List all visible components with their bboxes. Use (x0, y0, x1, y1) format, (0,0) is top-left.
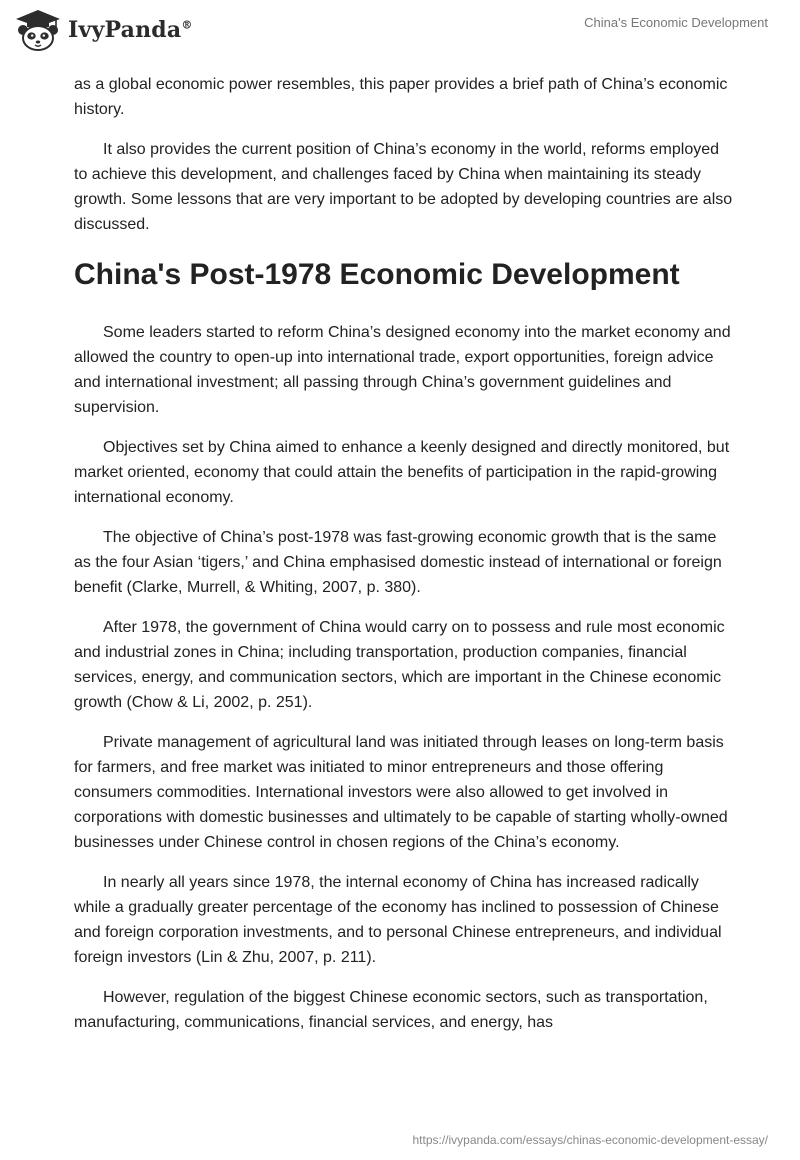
section-paragraph-1: Some leaders started to reform China’s designed economy into the market economy and allowed the country to open-up into international trade, export opportunities, foreign advice and international investment; all passing through China’s government guidelines and supervision. (74, 324, 731, 416)
brand-logo[interactable] (14, 8, 193, 52)
section-paragraph-6: In nearly all years since 1978, the internal economy of China has increased radically while a gradually greater percentage of the economy has inclined to possession of Chinese and foreign corporation investments, and to personal Chinese entrepreneurs, and individual foreign investors (Lin & Zhu, 2007, p. 211). (74, 874, 722, 966)
section-paragraph-4: After 1978, the government of China would carry on to possess and rule most economic and industrial zones in China; including transportation, production companies, financial services, energy, and communication sectors, which are important in the Chinese economic growth (Chow & Li, 2002, p. 251). (74, 619, 725, 711)
intro-paragraph-2: It also provides the current position of China’s economy in the world, reforms employed to achieve this development, and challenges faced by China when maintaining its steady growth. Some lessons that are very important to be adopted by developing countries are also discussed. (74, 141, 733, 233)
brand-name: IvyPanda® (68, 17, 193, 43)
document-title: China's Economic Development (584, 15, 768, 30)
section-paragraph-5: Private management of agricultural land was initiated through leases on long-term basis for farmers, and free market was initiated to minor entrepreneurs and those offering consumers commodities. International investors were also allowed to get involved in corporations with domestic businesses and ultimately to be capable of starting wholly-owned businesses under Chinese control in chosen regions of the China’s economy. (74, 734, 728, 851)
section-paragraph-3: The objective of China’s post-1978 was fast-growing economic growth that is the same as the four Asian ‘tigers,’ and China emphasised domestic instead of international or foreign benefit (Clarke, Murrell, & Whiting, 2007, p. 380). (74, 529, 722, 596)
panda-graduation-cap-icon (14, 8, 62, 52)
source-url-link[interactable]: https://ivypanda.com/essays/chinas-economic-development-essay/ (412, 1133, 768, 1147)
page-header (0, 0, 800, 62)
essay-body (74, 72, 734, 1050)
section-paragraph-2: Objectives set by China aimed to enhance a keenly designed and directly monitored, but market oriented, economy that could attain the benefits of participation in the rapid-growing international economy. (74, 439, 730, 506)
intro-paragraph-1: as a global economic power resembles, this paper provides a brief path of China’s economic history. (74, 76, 728, 118)
section-heading: China's Post-1978 Economic Development (74, 258, 680, 291)
section-paragraph-7: However, regulation of the biggest Chinese economic sectors, such as transportation, manufacturing, communications, financial services, and energy, has (74, 989, 708, 1031)
